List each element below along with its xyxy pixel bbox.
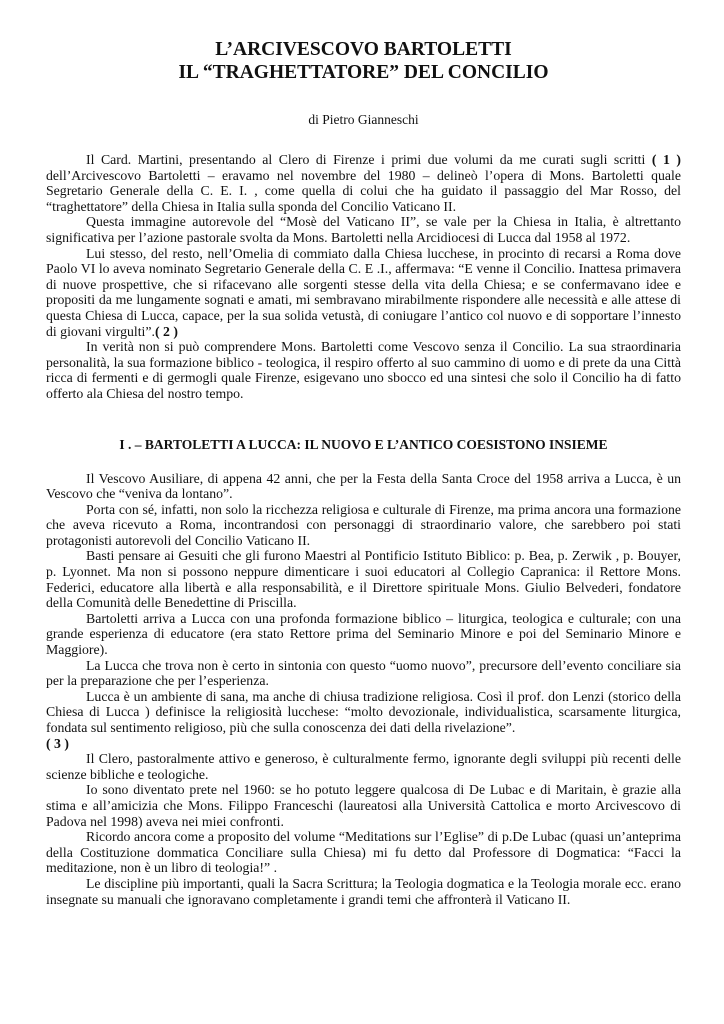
footnote-ref: ( 1 ) (651, 152, 681, 167)
paragraph-text: Il Clero, pastoralmente attivo e generoso, è culturalmente fermo, ignorante degli sviluppi più recenti delle scienze bibliche e teologiche. (46, 751, 681, 782)
paragraph (46, 471, 681, 502)
title-line: L’ARCIVESCOVO BARTOLETTI (215, 39, 512, 60)
paragraph-text: Le discipline più importanti, quali la Sacra Scrittura; la Teologia dogmatica e la Teologia morale ecc. erano insegnate su manuali che ignoravano completamente i grandi temi che affronterà il Vaticano II. (46, 875, 681, 907)
paragraph-text: Il Vescovo Ausiliare, di appena 42 anni, che per la Festa della Santa Croce del 1958 arriva a Lucca, è un Vescovo che “veniva da lontano”. (46, 470, 681, 502)
paragraph (46, 611, 681, 658)
paragraph (46, 829, 681, 876)
paragraph-text: dell’Arcivescovo Bartoletti – eravamo nel novembre del 1980 – delineò l’opera di Mons. Bartoletti quale Segretario Generale della C. E. I. , come quella di colui che ha guidato il passaggio del Mar Rosso, del “traghettatore” della Chiesa in Italia sulla sponda del Concilio Vaticano II. (46, 167, 681, 214)
paragraph-text: Lucca è un ambiente di sana, ma anche di chiusa tradizione religiosa. Così il prof. don Lenzi (storico della Chiesa di Lucca ) definisce la religiosità lucchese: “molto devozionale, individualistica, scarsamente liturgica, fondata sul sentimento religioso, più che sulla conoscenza dei dati della rivelazione”. (46, 688, 681, 735)
paragraph (46, 548, 681, 610)
paragraph-text: La Lucca che trova non è certo in sintonia con questo “uomo nuovo”, precursore dell’evento conciliare sia per la preparazione che per l’esperienza. (46, 657, 681, 689)
document-title (46, 38, 681, 84)
paragraph-text: Il Card. Martini, presentando al Clero di Firenze i primi due volumi da me curati sugli scritti (86, 152, 652, 167)
paragraph-text: Porta con sé, infatti, non solo la ricchezza religiosa e culturale di Firenze, ma prima ancora una formazione che aveva ricevuto a Roma, incontrandosi con personaggi di straordinario valore, che sarebbero poi stati protagonisti autorevoli del Concilio Vaticano II. (46, 501, 681, 548)
paragraph (46, 152, 681, 214)
paragraph-text: In verità non si può comprendere Mons. Bartoletti come Vescovo senza il Concilio. La sua straordinaria personalità, la sua formazione biblico - teologica, il respiro offerto al suo cammino di uomo e di prete da una Città ricca di fermenti e di germogli quale Firenze, esigevano uno sbocco ed una sintesi che solo il Concilio ha di fatto offerto ala Chiesa del nostro tempo. (46, 339, 681, 401)
paragraph (46, 339, 681, 401)
author-line: di Pietro Gianneschi (308, 112, 419, 127)
paragraph (46, 502, 681, 549)
paragraph-text: Bartoletti arriva a Lucca con una profonda formazione biblico – liturgica, teologica e culturale; con una grande esperienza di educatore (era stato Rettore prima del Seminario Minore e poi del Seminario Minore e Maggiore). (46, 610, 681, 658)
paragraph (46, 658, 681, 689)
paragraph (46, 876, 681, 907)
paragraph (46, 782, 681, 829)
paragraph-text: Ricordo ancora come a proposito del volume “Meditations sur l’Eglise” di p.De Lubac (quasi un’anteprima della Costituzione dommatica Conciliare sulla Chiesa) mi fu detto dal Professore di Dogmatica: “Facci la meditazione, non è un libro di teologia!” . (46, 829, 681, 876)
paragraph-text: Lui stesso, del resto, nell’Omelia di commiato dalla Chiesa lucchese, in procinto di recarsi a Roma dove Paolo VI lo aveva nominato Segretario Generale della C. E .I., affermava: “E venne il Concilio. Inattesa primavera di nuove prospettive, che si rifacevano alle sorgenti stesse della vita della Chiesa; e se confermavano idee e propositi da me lungamente sognati e amati, mi sembravano mirabilmente rispondere alle necessità e alle attese di questa Chiesa di Lucca, capace, per la sua solida vetustà, di coniugare l’antico col nuovo e di sopportare l’innesto di giovani virgulti”. (46, 245, 681, 339)
paragraph (46, 751, 681, 782)
footnote-ref: ( 2 ) (154, 323, 178, 339)
section-heading: I . – BARTOLETTI A LUCCA: IL NUOVO E L’ANTICO COESISTONO INSIEME (119, 436, 608, 452)
footnote-ref: ( 3 ) (46, 735, 69, 751)
subtitle-line: IL “TRAGHETTATORE” DEL CONCILIO (178, 62, 549, 83)
paragraph (46, 246, 681, 340)
paragraph-text: Io sono diventato prete nel 1960: se ho potuto leggere qualcosa di De Lubac e di Maritain, è grazie alla stima e all’amicizia che Mons. Filippo Franceschi (laureatosi alla Università Cattolica e morto Arcivescovo di Padova nel 1998) aveva nei miei confronti. (46, 782, 681, 829)
paragraph (46, 689, 681, 736)
paragraph (46, 214, 681, 245)
paragraph-text: Questa immagine autorevole del “Mosè del Vaticano II”, se vale per la Chiesa in Italia, è altrettanto significativa per l’azione pastorale svolta da Mons. Bartoletti nella Arcidiocesi di Lucca dal 1958 al 1972. (46, 214, 681, 245)
paragraph-text: Basti pensare ai Gesuiti che gli furono Maestri al Pontificio Istituto Biblico: p. Bea, p. Zerwik , p. Bouyer, p. Lyonnet. Ma non si possono neppure dimenticare i suoi educatori al Collegio Capranica: il Rettore Mons. Federici, educatore alla libertà e alla responsabilità, e il Direttore spirituale Mons. Giulio Belvederi, fondatore della Comunità delle Benedettine di Priscilla. (46, 548, 681, 611)
